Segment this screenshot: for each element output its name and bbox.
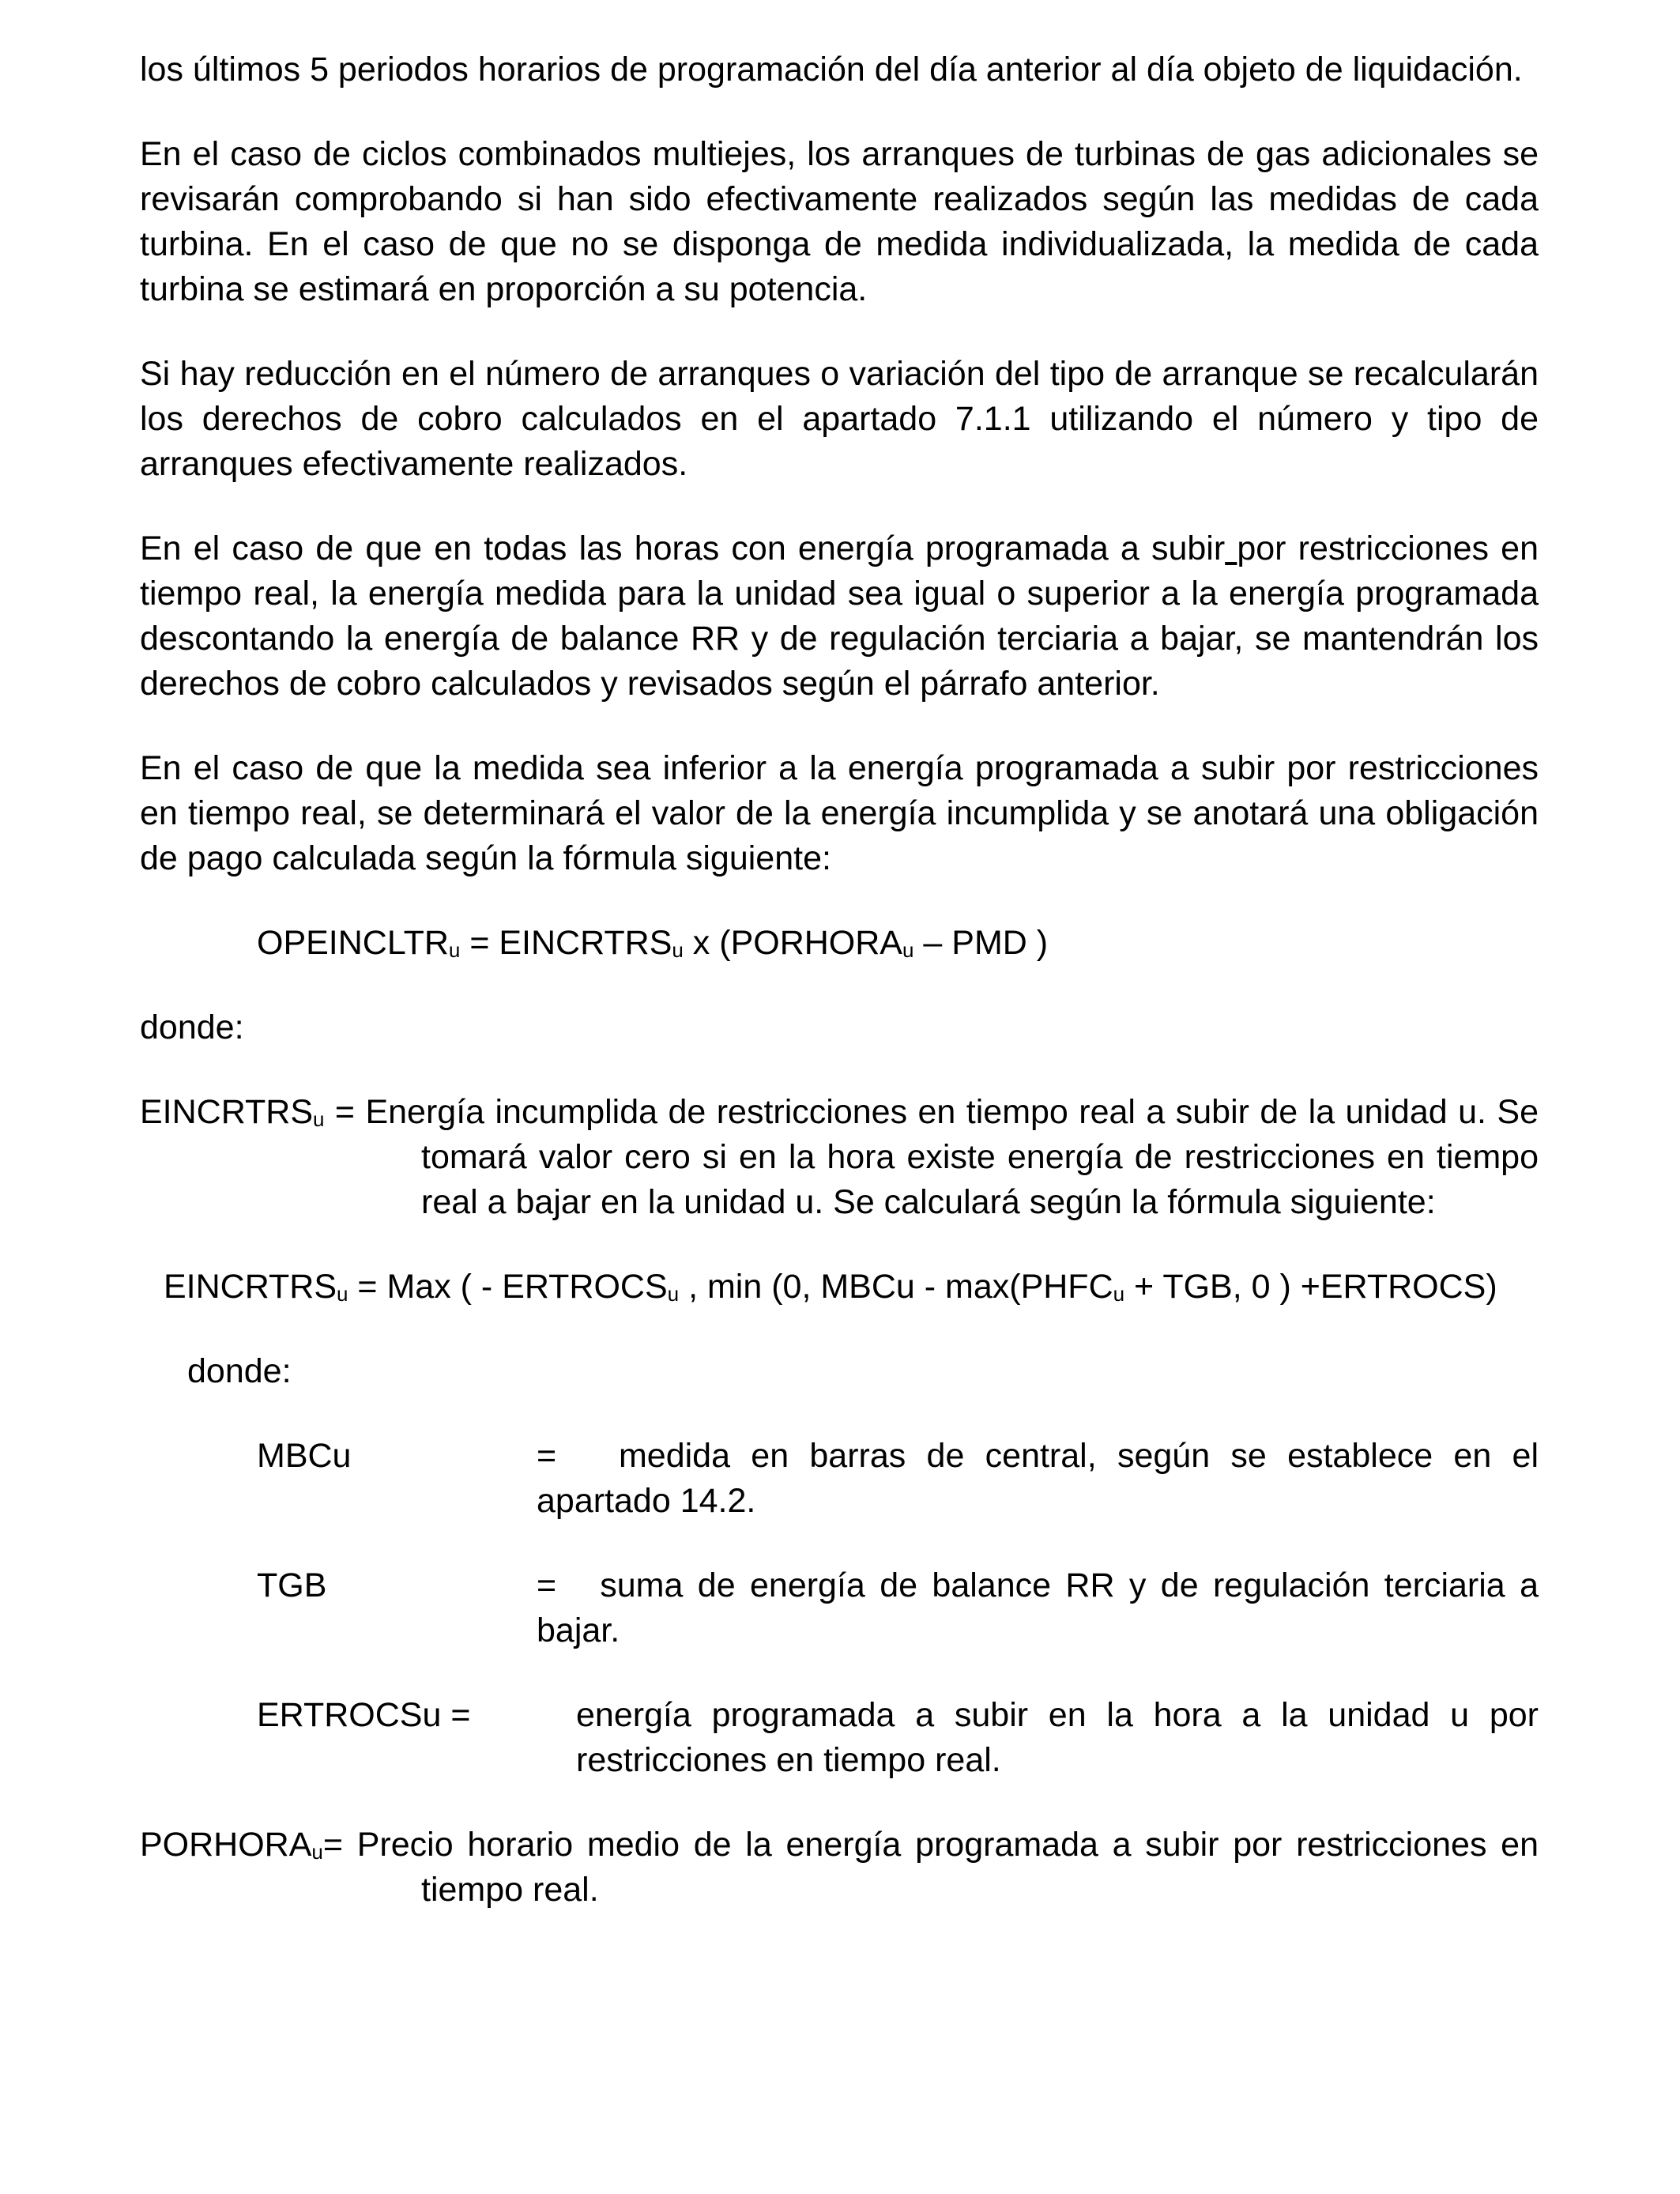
paragraph-medida-inferior: En el caso de que la medida sea inferior a la energía programada a subir por restricciones en tiempo real, se determinará el valor de la energía incumplida y se anotará una obligación de pago calculada según la fórmula siguiente: [140,749,1539,877]
sub-definition-tgb [257,1563,1539,1653]
document-page [140,47,1539,1913]
formula-text: x (PORHORA [683,924,902,962]
underlined-space [1225,530,1237,567]
formula-text: – PMD ) [913,924,1049,962]
sub-definition-desc [537,1563,1539,1653]
paragraph-reduccion-arranques: Si hay reducción en el número de arranques o variación del tipo de arranque se recalcularán los derechos de cobro calculados en el apartado 7.1.1 utilizando el número y tipo de arranques efectivamente realizados. [140,355,1539,483]
paragraph-text: En el caso de que en todas las horas con energía programada a subir [140,530,1226,567]
formula-subscript: u [902,938,914,962]
formula-subscript: u [672,938,684,962]
definition-subscript: u [313,1107,325,1131]
sub-definition-term: MBCu [257,1437,352,1475]
formula-subscript: u [337,1282,348,1306]
paragraph-energia-programada [140,526,1539,707]
sub-definition-text: energía programada a subir en la hora a la unidad u por restricciones en tiempo real. [576,1696,1539,1779]
sub-definition-term: TGB [257,1566,327,1604]
formula-text: EINCRTRS [164,1268,337,1306]
paragraph-liquidacion: los últimos 5 periodos horarios de programación del día anterior al día objeto de liquidación. [140,51,1523,89]
donde-label: donde: [140,1008,244,1046]
formula-text: = EINCRTRS [460,924,672,962]
sub-definition-term: ERTROCSu = [257,1696,471,1734]
formula-eincrtrs-max [164,1265,1539,1310]
definition-porhora [140,1823,1539,1913]
sub-definition-text: suma de energía de balance RR y de regulación terciaria a bajar. [537,1566,1539,1649]
definition-text: = Precio horario medio de la energía programada a subir por restricciones en tiempo real. [322,1826,1539,1909]
sub-definition-mbcu [257,1434,1539,1524]
sub-definition-desc [537,1693,1539,1783]
sub-definitions [257,1434,1539,1783]
equals-sign: = [537,1437,557,1475]
definition-term: PORHORA [140,1826,312,1864]
definition-eincrtrs [140,1090,1539,1225]
formula-text: , min (0, MBCu - max(PHFC [679,1268,1113,1306]
sub-definition-ertrocsu [257,1693,1539,1783]
formula-opeincltr [257,921,1539,966]
definition-term: EINCRTRS [140,1093,314,1131]
equals-sign: = [537,1566,557,1604]
formula-subscript: u [448,938,461,962]
formula-text: OPEINCLTR [257,924,449,962]
sub-definition-text: medida en barras de central, según se establece en el apartado 14.2. [537,1437,1539,1520]
formula-subscript: u [667,1282,680,1306]
formula-text: = Max ( - ERTROCS [348,1268,668,1306]
formula-text: + TGB, 0 ) +ERTROCS) [1124,1268,1497,1306]
sub-definition-desc [537,1434,1539,1524]
donde-label-2: donde: [187,1352,292,1390]
paragraph-ciclos-combinados: En el caso de ciclos combinados multiejes, los arranques de turbinas de gas adicionales se revisarán comprobando si han sido efectivamente realizados según las medidas de cada turbina. En el caso de que no se disponga de medida individualizada, la medida de cada turbina se estimará en proporción a su potencia. [140,135,1539,308]
definition-text: = Energía incumplida de restricciones en tiempo real a subir de la unidad u. Se tomará valor cero si en la hora existe energía de restricciones en tiempo real a bajar en la unidad u. Se calculará según la fórmula siguiente: [324,1093,1539,1221]
paragraph-text: por restricciones en tiempo real, la energía medida para la unidad sea igual o superior a la energía programada descontando la energía de balance RR y de regulación terciaria a bajar, se mantendrán los derechos de cobro calculados y revisados según el párrafo anterior. [140,530,1539,703]
definition-subscript: u [311,1840,323,1864]
formula-subscript: u [1113,1282,1125,1306]
